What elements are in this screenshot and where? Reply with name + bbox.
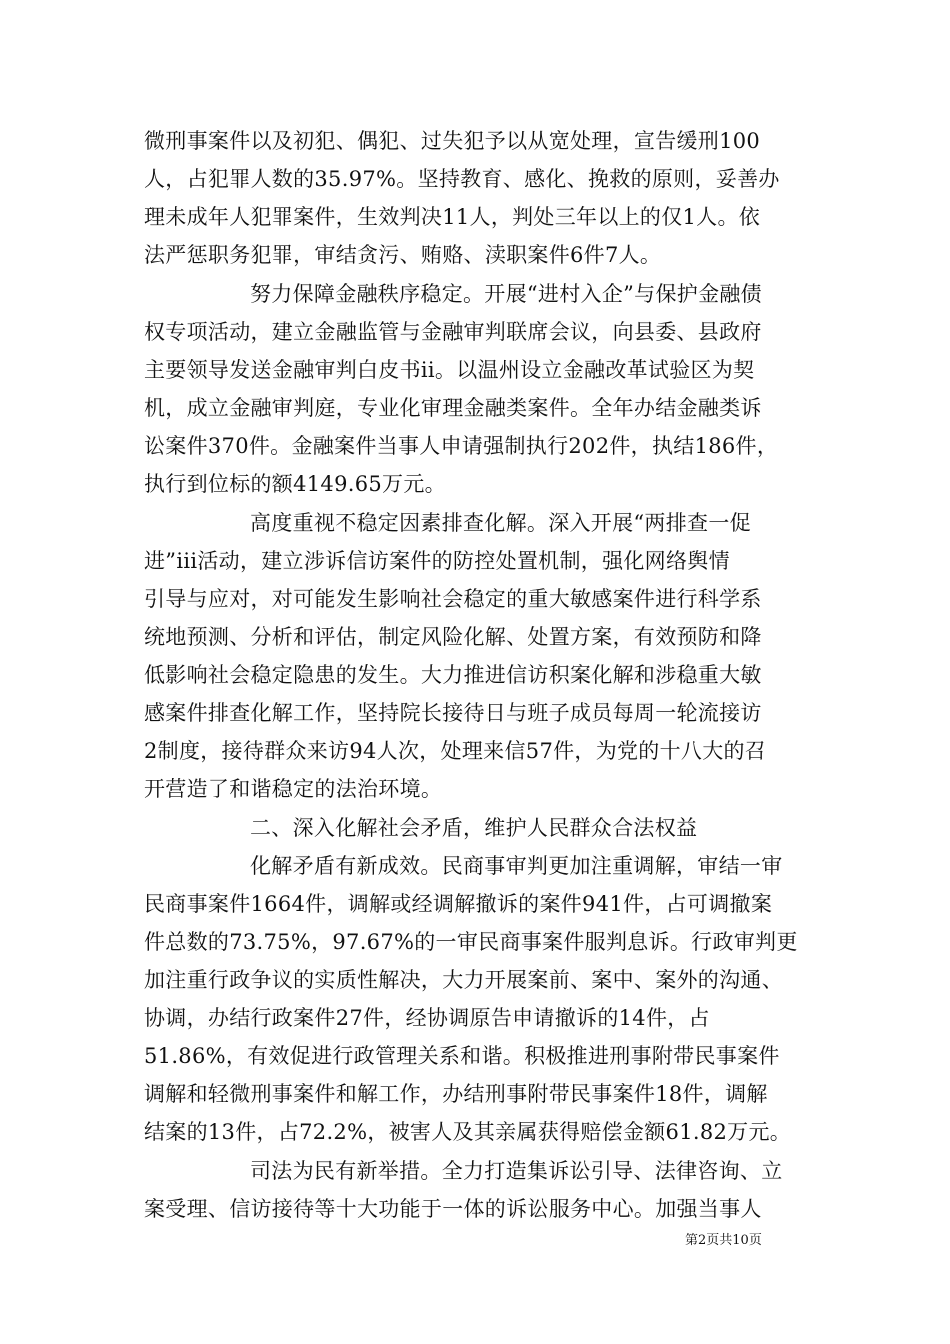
body-text-line: 感案件排查化解工作，坚持院长接待日与班子成员每周一轮流接访	[144, 701, 762, 725]
body-text-line: 进”iii活动，建立涉诉信访案件的防控处置机制，强化网络舆情	[144, 549, 730, 573]
paragraph-start-line: 司法为民有新举措。全力打造集诉讼引导、法律咨询、立	[250, 1159, 783, 1183]
body-text-line: 理未成年人犯罪案件，生效判决11人，判处三年以上的仅1人。依	[144, 205, 761, 229]
body-text-line: 结案的13件，占72.2%，被害人及其亲属获得赔偿金额61.82万元。	[144, 1120, 792, 1144]
body-text-line: 引导与应对，对可能发生影响社会稳定的重大敏感案件进行科学系	[144, 587, 762, 611]
body-text-line: 微刑事案件以及初犯、偶犯、过失犯予以从宽处理，宣告缓刑100	[144, 129, 761, 153]
body-text-line: 人，占犯罪人数的35.97%。坚持教育、感化、挽救的原则，妥善办	[144, 167, 780, 191]
body-text-line: 加注重行政争议的实质性解决，大力开展案前、案中、案外的沟通、	[144, 968, 783, 992]
body-text-line: 民商事案件1664件，调解或经调解撤诉的案件941件，占可调撤案	[144, 892, 773, 916]
body-text-line: 统地预测、分析和评估，制定风险化解、处置方案，有效预防和降	[144, 625, 762, 649]
body-text-line: 权专项活动，建立金融监管与金融审判联席会议，向县委、县政府	[144, 320, 762, 344]
body-text-line: 2制度，接待群众来访94人次，处理来信57件，为党的十八大的召	[144, 739, 767, 763]
paragraph-start-line: 高度重视不稳定因素排查化解。深入开展“两排查一促	[250, 511, 751, 535]
body-text-line: 低影响社会稳定隐患的发生。大力推进信访积案化解和涉稳重大敏	[144, 663, 762, 687]
body-text-line: 主要领导发送金融审判白皮书ii。以温州设立金融改革试验区为契	[144, 358, 755, 382]
body-text-line: 件总数的73.75%，97.67%的一审民商事案件服判息诉。行政审判更	[144, 930, 798, 954]
page-number-footer: 第2页共10页	[685, 1233, 762, 1248]
section-heading: 二、深入化解社会矛盾，维护人民群众合法权益	[250, 816, 698, 840]
body-text-line: 开营造了和谐稳定的法治环境。	[144, 777, 443, 801]
body-text-line: 协调，办结行政案件27件，经协调原告申请撤诉的14件，占	[144, 1006, 710, 1030]
body-text-line: 讼案件370件。金融案件当事人申请强制执行202件，执结186件，	[144, 434, 779, 458]
body-text-line: 执行到位标的额4149.65万元。	[144, 472, 446, 496]
body-text-line: 案受理、信访接待等十大功能于一体的诉讼服务中心。加强当事人	[144, 1197, 762, 1221]
body-text-line: 51.86%，有效促进行政管理关系和谐。积极推进刑事附带民事案件	[144, 1044, 780, 1068]
body-text-line: 机，成立金融审判庭，专业化审理金融类案件。全年办结金融类诉	[144, 396, 762, 420]
paragraph-start-line: 化解矛盾有新成效。民商事审判更加注重调解，审结一审	[250, 854, 783, 878]
paragraph-start-line: 努力保障金融秩序稳定。开展“进村入企”与保护金融债	[250, 282, 762, 306]
body-text-line: 调解和轻微刑事案件和解工作，办结刑事附带民事案件18件，调解	[144, 1082, 768, 1106]
body-text-line: 法严惩职务犯罪，审结贪污、贿赂、渎职案件6件7人。	[144, 243, 662, 267]
